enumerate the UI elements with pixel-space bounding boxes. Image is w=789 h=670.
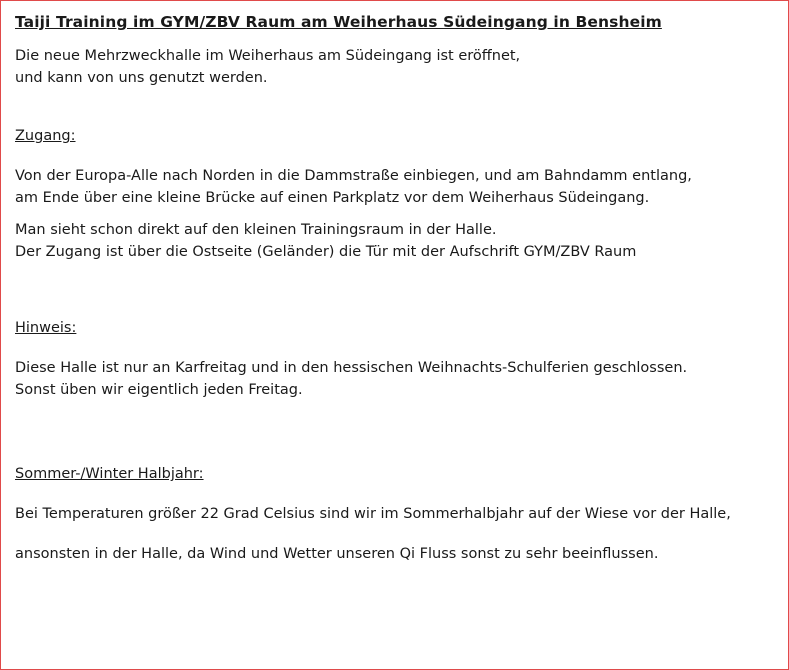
section-heading-zugang: Zugang: [15, 128, 76, 144]
halbjahr-p1-line-1: Bei Temperaturen größer 22 Grad Celsius sind wir im Sommerhalbjahr auf der Wiese vor der Halle, [15, 506, 731, 522]
section-heading-hinweis: Hinweis: [15, 320, 77, 336]
spacer [15, 89, 774, 125]
halbjahr-p2-line-1: ansonsten in der Halle, da Wind und Wetter unseren Qi Fluss sonst zu sehr beeinflussen. [15, 546, 659, 562]
zugang-paragraph-2 [15, 219, 774, 263]
spacer [15, 401, 774, 437]
spacer [15, 485, 774, 503]
spacer [15, 209, 774, 219]
spacer [15, 525, 774, 543]
zugang-p1-line-1: Von der Europa-Alle nach Norden in die Dammstraße einbiegen, und am Bahndamm entlang, [15, 168, 692, 184]
zugang-p2-line-1: Man sieht schon direkt auf den kleinen Trainingsraum in der Halle. [15, 222, 497, 238]
spacer [15, 299, 774, 317]
section-halbjahr [15, 463, 774, 565]
section-zugang [15, 125, 774, 263]
intro-line-1: Die neue Mehrzweckhalle im Weiherhaus am Südeingang ist eröffnet, [15, 48, 521, 64]
spacer [15, 263, 774, 299]
spacer [15, 339, 774, 357]
zugang-paragraph-1 [15, 165, 774, 209]
section-hinweis [15, 317, 774, 401]
hinweis-p1-line-1: Diese Halle ist nur an Karfreitag und in den hessischen Weihnachts-Schulferien geschlossen. [15, 360, 688, 376]
document-body [1, 1, 788, 565]
intro-line-2: und kann von uns genutzt werden. [15, 70, 268, 86]
halbjahr-paragraph-2 [15, 543, 774, 565]
page-title: Taiji Training im GYM/ZBV Raum am Weiherhaus Südeingang in Bensheim [15, 13, 662, 31]
zugang-p2-line-2: Der Zugang ist über die Ostseite (Geländer) die Tür mit der Aufschrift GYM/ZBV Raum [15, 244, 637, 260]
spacer [15, 147, 774, 165]
hinweis-p1-line-2: Sonst üben wir eigentlich jeden Freitag. [15, 382, 303, 398]
spacer [15, 437, 774, 463]
intro-paragraph [15, 45, 774, 89]
section-heading-halbjahr: Sommer-/Winter Halbjahr: [15, 466, 204, 482]
halbjahr-paragraph-1 [15, 503, 774, 525]
hinweis-paragraph-1 [15, 357, 774, 401]
zugang-p1-line-2: am Ende über eine kleine Brücke auf einen Parkplatz vor dem Weiherhaus Südeingang. [15, 190, 650, 206]
